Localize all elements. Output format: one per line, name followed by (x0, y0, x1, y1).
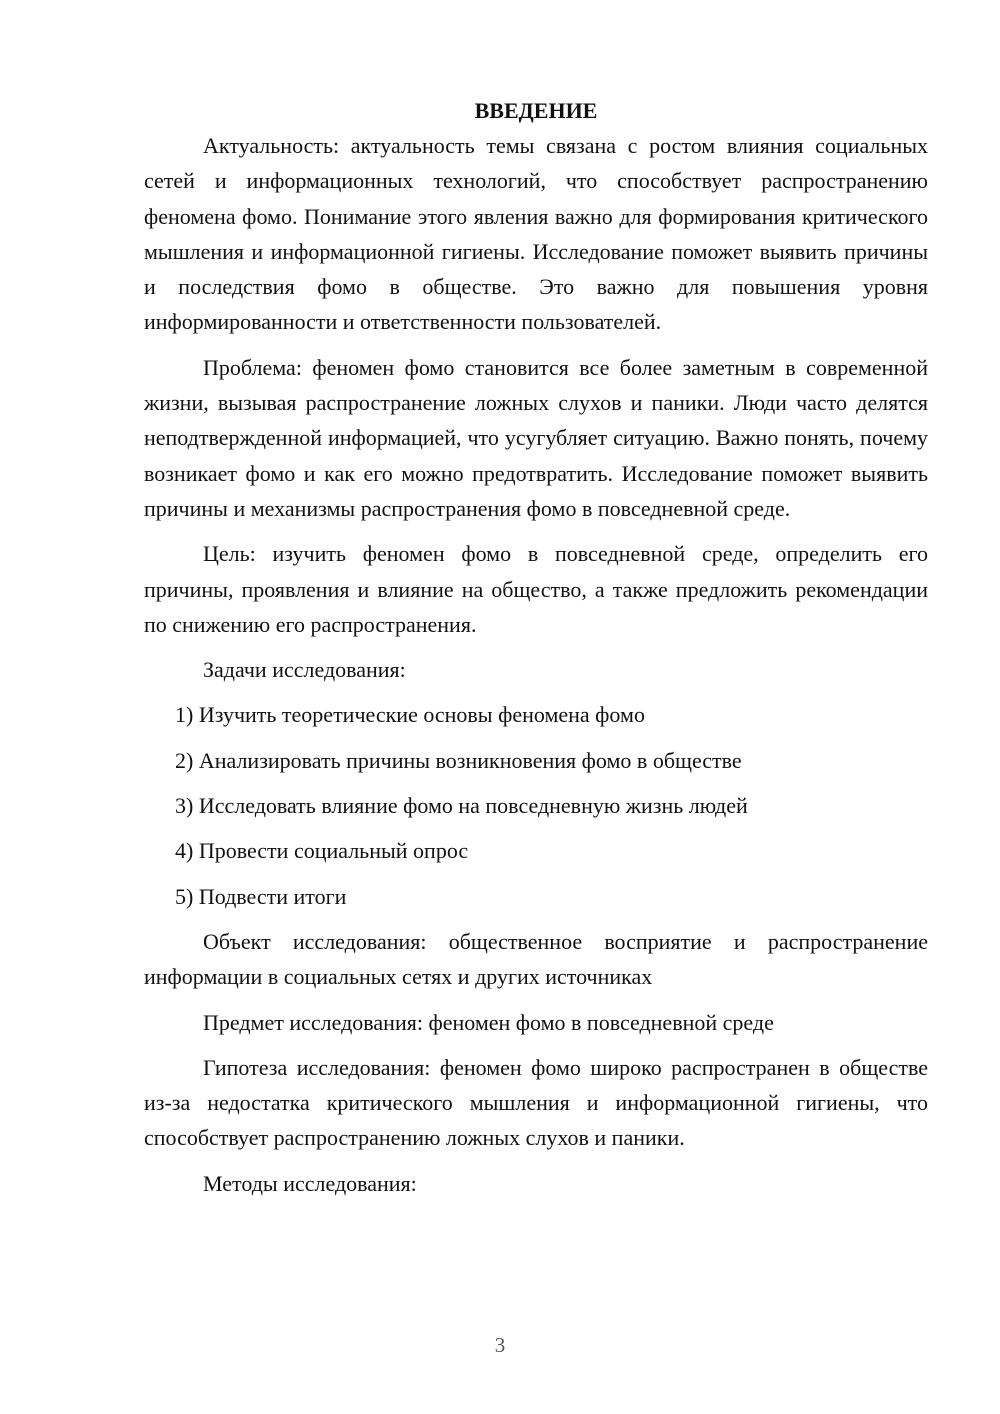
page-content (144, 93, 928, 1211)
list-item: 4) Провести социальный опрос (175, 838, 469, 864)
relevance-paragraph: Актуальность: актуальность темы связана с ростом влияния социальных сетей и информационных технологий, что способствует распространению феномена фомо. Понимание этого явления важно для формирования критического мышления и информационной гигиены. Исследование поможет выявить причины и последствия фомо в обществе. Это важно для повышения уровня информированности и ответственности пользователей. (144, 133, 928, 335)
list-item: 2) Анализировать причины возникновения фомо в обществе (175, 747, 742, 773)
list-item: 1) Изучить теоретические основы феномена фомо (175, 702, 645, 728)
subject-paragraph: Предмет исследования: феномен фомо в повседневной среде (203, 1009, 774, 1035)
list-item: 5) Подвести итоги (175, 883, 347, 909)
object-paragraph: Объект исследования: общественное восприятие и распространение информации в социальных сетях и других источниках (144, 928, 928, 990)
goal-paragraph: Цель: изучить феномен фомо в повседневной среде, определить его причины, проявления и влияние на общество, а также предложить рекомендации по снижению его распространения. (144, 541, 928, 637)
hypothesis-paragraph: Гипотеза исследования: феномен фомо широко распространен в обществе из-за недостатка критического мышления и информационной гигиены, что способствует распространению ложных слухов и паники. (144, 1054, 928, 1151)
page-title: ВВЕДЕНИЕ (474, 98, 598, 123)
list-item: 3) Исследовать влияние фомо на повседневную жизнь людей (175, 793, 748, 819)
methods-heading: Методы исследования: (203, 1170, 417, 1196)
tasks-heading: Задачи исследования: (203, 657, 406, 683)
problem-paragraph: Проблема: феномен фомо становится все более заметным в современной жизни, вызывая распространение ложных слухов и паники. Люди часто делятся неподтвержденной информацией, что усугубляет ситуацию. Важно понять, почему возникает фомо и как его можно предотвратить. Исследование поможет выявить причины и механизмы распространения фомо в повседневной среде. (144, 354, 928, 521)
page-number: 3 (494, 1333, 506, 1357)
tasks-list (144, 697, 928, 913)
